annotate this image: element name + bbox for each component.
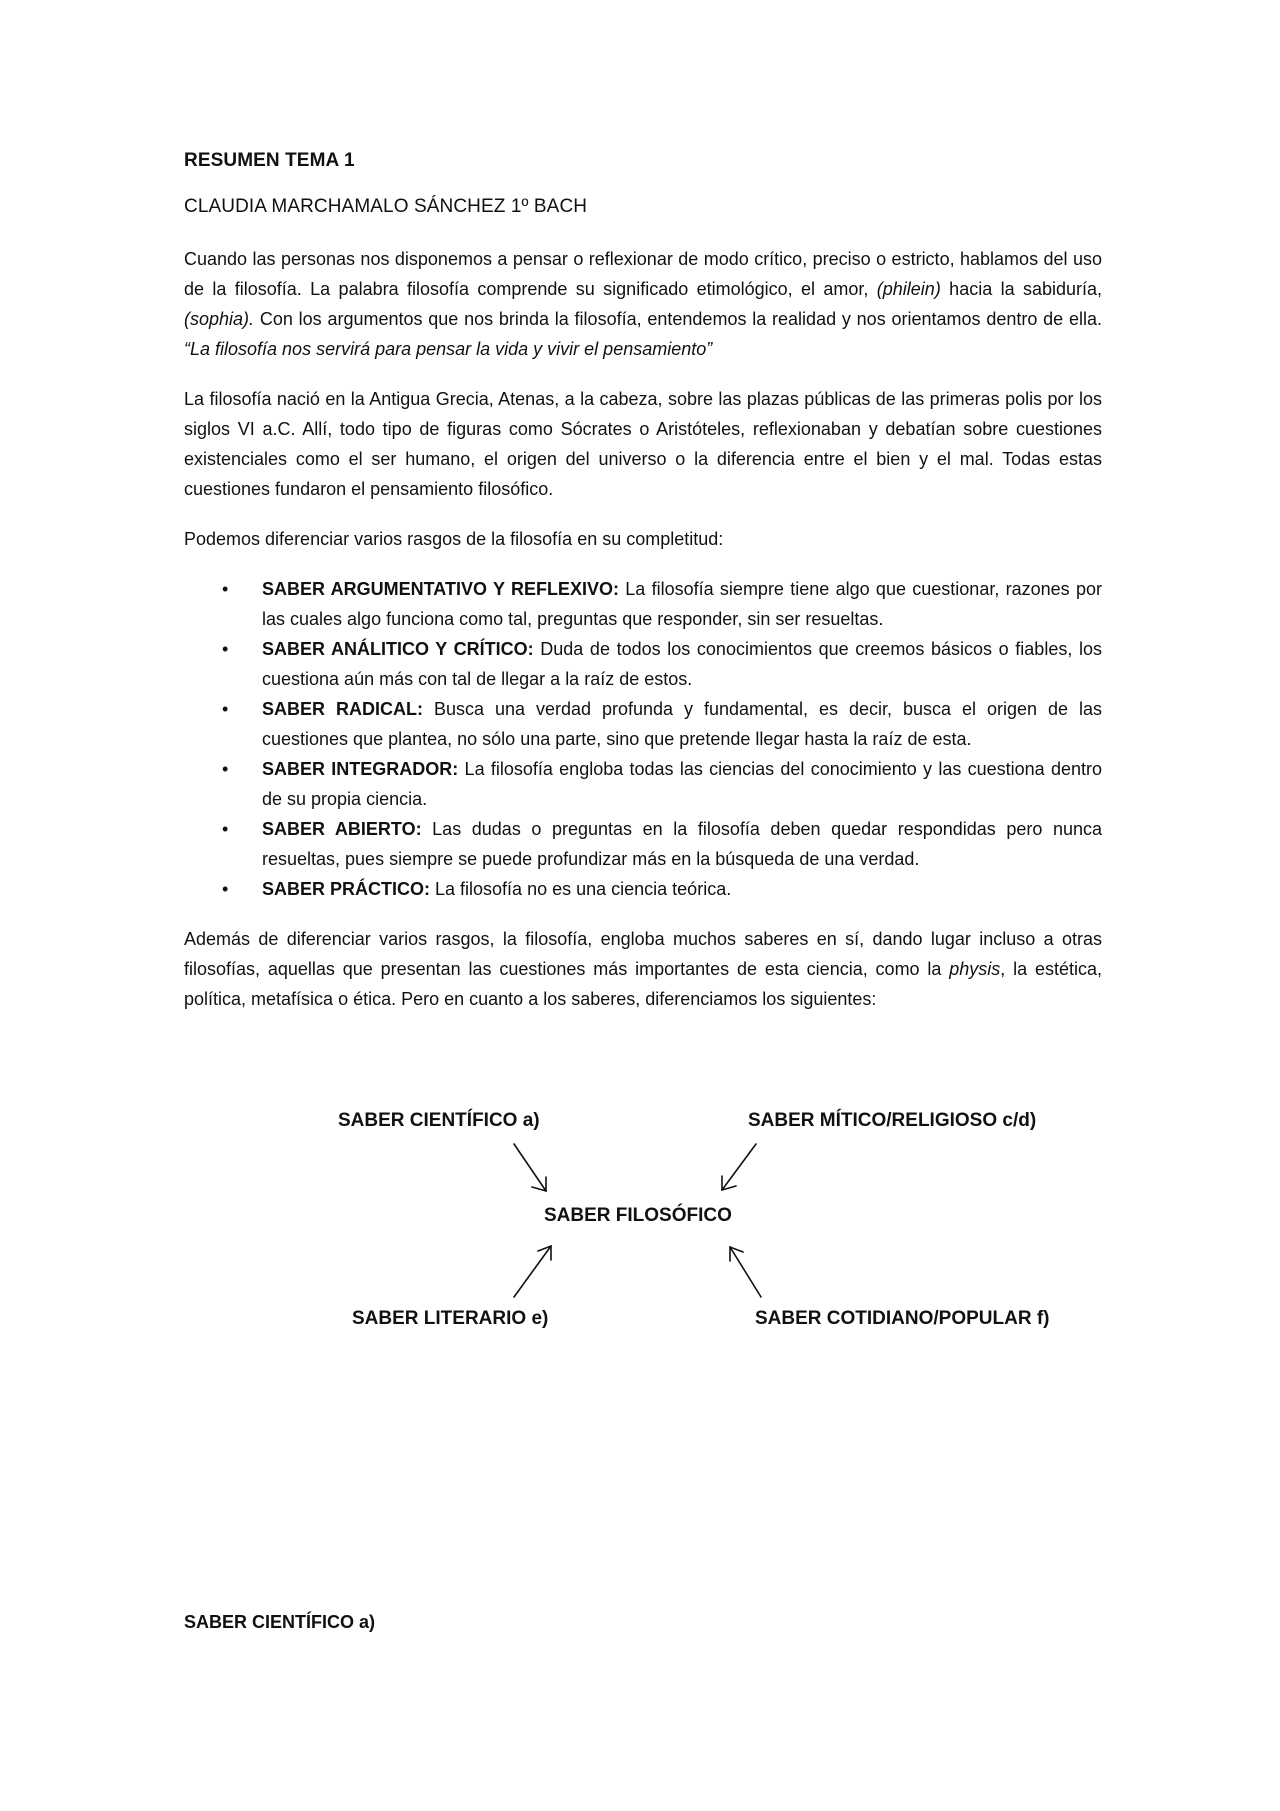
saberes-physis: physis [949, 959, 1001, 979]
trait-text: La filosofía siempre tiene algo que cuestionar, razones por las cuales algo funciona como tal, preguntas que responder, sin ser resueltas. [262, 579, 1102, 629]
diagram-label-cientifico: SABER CIENTÍFICO a) [338, 1110, 540, 1131]
bullet-icon: • [222, 639, 229, 659]
trait-text: Las dudas o preguntas en la filosofía deben quedar respondidas pero nunca resueltas, pues siempre se puede profundizar más en la búsqueda de una verdad. [262, 819, 1102, 869]
intro-text-2: hacia la sabiduría, [940, 279, 1103, 299]
list-item [184, 814, 1102, 874]
section-heading: SABER CIENTÍFICO a) [184, 1612, 376, 1632]
trait-label: SABER ANÁLITICO Y CRÍTICO: [262, 639, 534, 659]
intro-philein: (philein) [876, 279, 941, 299]
trait-text: La filosofía engloba todas las ciencias del conocimiento y las cuestiona dentro de su propia ciencia. [262, 759, 1102, 809]
arrow-top-right [722, 1144, 756, 1190]
intro-text-1: Cuando las personas nos disponemos a pensar o reflexionar de modo crítico, preciso o estricto, hablamos del uso de la filosofía. La palabra filosofía comprende su significado etimológico, el amor, [184, 249, 1102, 299]
trait-text: Duda de todos los conocimientos que creemos básicos o fiables, los cuestiona aún más con tal de llegar a la raíz de estos. [262, 639, 1102, 689]
intro-quote: “La filosofía nos servirá para pensar la vida y vivir el pensamiento” [184, 339, 713, 359]
trait-label: SABER PRÁCTICO: [262, 879, 431, 899]
arrow-bottom-right [730, 1247, 761, 1297]
intro-text-3: Con los argumentos que nos brinda la filosofía, entendemos la realidad y nos orientamos dentro de ella. [254, 309, 1102, 329]
list-item [184, 874, 1102, 904]
trait-label: SABER RADICAL: [262, 699, 423, 719]
diagram-label-literario: SABER LITERARIO e) [352, 1308, 549, 1329]
document-page [184, 150, 1102, 1034]
paragraph-origin: La filosofía nació en la Antigua Grecia, Atenas, a la cabeza, sobre las plazas públicas de las primeras polis por los siglos VI a.C. Allí, todo tipo de figuras como Sócrates o Aristóteles, reflexionaban y debatían sobre cuestiones existenciales como el ser humano, el origen del universo o la diferencia entre el bien y el mal. Todas estas cuestiones fundaron el pensamiento filosófico. [184, 389, 1102, 499]
list-item [184, 754, 1102, 814]
arrow-top-left [514, 1144, 546, 1191]
bullet-icon: • [222, 759, 229, 779]
list-item [184, 634, 1102, 694]
trait-text: La filosofía no es una ciencia teórica. [430, 879, 732, 899]
diagram-label-filosofico: SABER FILOSÓFICO [544, 1205, 732, 1226]
list-item [184, 574, 1102, 634]
traits-list [184, 574, 1102, 904]
trait-label: SABER INTEGRADOR: [262, 759, 459, 779]
paragraph-intro [184, 244, 1102, 364]
list-item [184, 694, 1102, 754]
trait-label: SABER ARGUMENTATIVO Y REFLEXIVO: [262, 579, 619, 599]
diagram-label-mitico: SABER MÍTICO/RELIGIOSO c/d) [748, 1110, 1037, 1131]
paragraph-saberes [184, 924, 1102, 1014]
trait-label: SABER ABIERTO: [262, 819, 422, 839]
author-line: CLAUDIA MARCHAMALO SÁNCHEZ 1º BACH [184, 196, 588, 217]
intro-sophia: (sophia). [184, 309, 255, 329]
bullet-icon: • [222, 579, 229, 599]
bullet-icon: • [222, 819, 229, 839]
paragraph-traits-intro: Podemos diferenciar varios rasgos de la filosofía en su completitud: [184, 529, 724, 549]
bullet-icon: • [222, 699, 229, 719]
diagram-label-cotidiano: SABER COTIDIANO/POPULAR f) [755, 1308, 1050, 1329]
trait-text: Busca una verdad profunda y fundamental, es decir, busca el origen de las cuestiones que plantea, no sólo una parte, sino que pretende llegar hasta la raíz de esta. [262, 699, 1102, 749]
saberes-diagram [0, 1090, 1280, 1350]
saberes-text-2: , la estética, política, metafísica o ética. Pero en cuanto a los saberes, diferenciamos los siguientes: [184, 959, 1102, 1009]
bullet-icon: • [222, 879, 229, 899]
saberes-text-1: Además de diferenciar varios rasgos, la filosofía, engloba muchos saberes en sí, dando lugar incluso a otras filosofías, aquellas que presentan las cuestiones más importantes de esta ciencia, como la [184, 929, 1102, 979]
arrow-bottom-left [514, 1246, 551, 1297]
document-title: RESUMEN TEMA 1 [184, 150, 355, 171]
